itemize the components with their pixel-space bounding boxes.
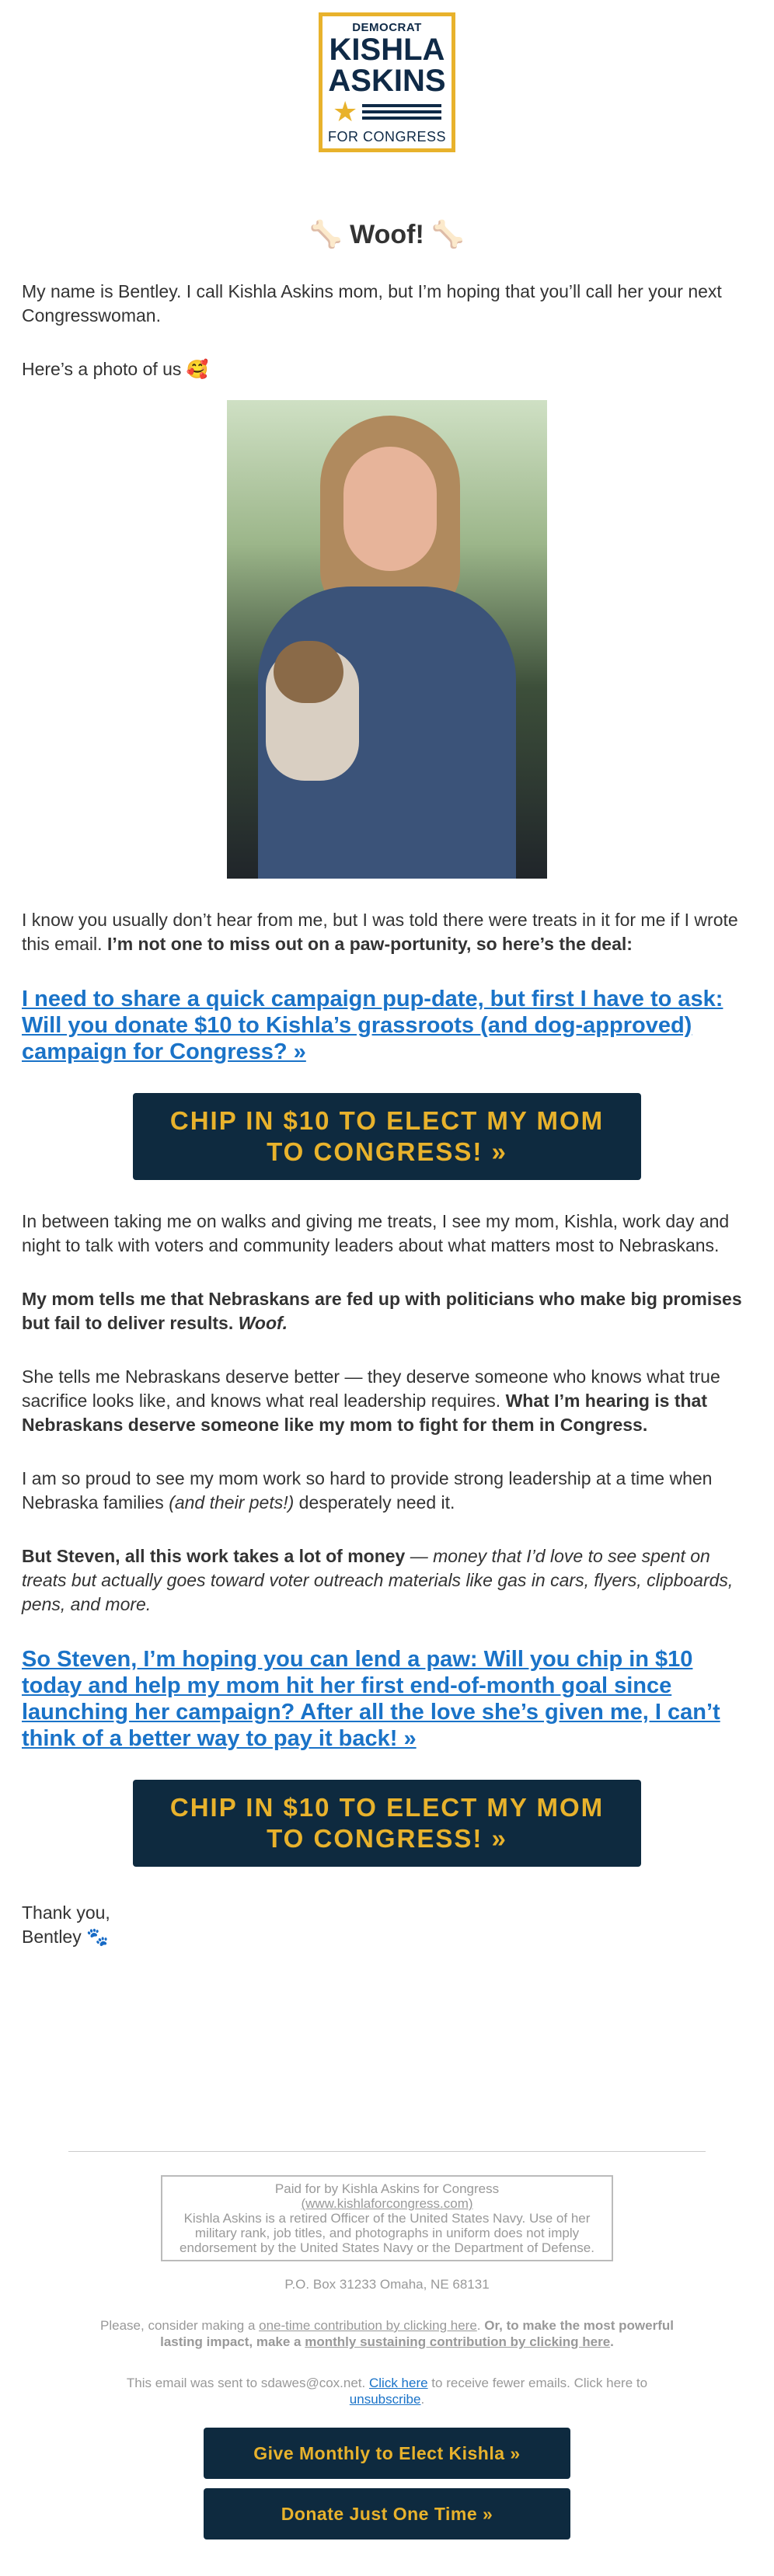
sent-end: . <box>420 2392 425 2407</box>
sent-text: This email was sent to sdawes@cox.net. <box>126 2376 369 2390</box>
donate-link-2[interactable]: So Steven, I’m hoping you can lend a paw: Will you chip in $10 today and help my mom hit her first end-of-month goal since launching her campaign? After all the love she’s given me, I can’t think of a better way to pay it back! » <box>22 1647 720 1751</box>
logo-name-line1: KISHLA <box>329 33 445 67</box>
navy-disclaimer: Kishla Askins is a retired Officer of the United States Navy. Use of her military rank, job titles, and photographs in uniform does not imply endorsement by the United States Navy or the Department of Defense. <box>180 2211 594 2255</box>
consider-bold-end: . <box>610 2334 614 2349</box>
better-text: She tells me Nebraskans deserve better — they deserve someone who knows what true sacrifice looks like, and knows what real leadership requires. <box>22 1366 720 1411</box>
consider-bold-text: Or, to make the most powerful lasting impact, make a <box>160 2318 674 2349</box>
consider-text: Please, consider making a <box>100 2318 260 2333</box>
fewer-emails-link[interactable]: Click here <box>368 2376 428 2390</box>
flag-stripes-icon <box>362 101 441 123</box>
logo-party: DEMOCRAT <box>352 21 422 34</box>
money-paragraph <box>22 1544 752 1617</box>
unsubscribe-link[interactable]: unsubscribe <box>349 2392 421 2407</box>
candidate-photo-with-dog <box>227 400 547 879</box>
consider-mid: . <box>476 2318 485 2333</box>
campaign-website-link[interactable]: (www.kishlaforcongress.com) <box>301 2196 473 2211</box>
logo-star-row <box>333 98 441 126</box>
proud-text: I am so proud to see my mom work so hard to provide strong leadership at a time when Nebraska families <box>22 1468 713 1513</box>
photo-caption: Here’s a photo of us 🥰 <box>22 359 209 379</box>
know-bold: I’m not one to miss out on a paw-portunity, so here’s the deal: <box>106 934 633 954</box>
chip-in-button-1[interactable]: CHIP IN $10 TO ELECT MY MOM TO CONGRESS! » <box>133 1093 641 1180</box>
money-italic: — money that I’d love to see spent on treats but actually goes toward voter outreach materials like gas in cars, flyers, clipboards, pens, and more. <box>22 1546 734 1614</box>
intro-paragraph: My name is Bentley. I call Kishla Askins mom, but I’m hoping that you’ll call her your next Congresswoman. <box>22 281 722 325</box>
campaign-logo <box>319 12 455 152</box>
monthly-contribution-link[interactable]: monthly sustaining contribution by clicking here <box>305 2334 611 2349</box>
fedup-bold: My mom tells me that Nebraskans are fed up with politicians who make big promises but fail to deliver results. <box>22 1289 742 1333</box>
fedup-italic: Woof. <box>238 1313 288 1333</box>
logo-for-congress: FOR CONGRESS <box>327 129 446 144</box>
give-monthly-button[interactable]: Give Monthly to Elect Kishla » <box>204 2428 570 2479</box>
email-heading: 🦴 Woof! 🦴 <box>309 220 465 249</box>
know-text: I know you usually don’t hear from me, but I was told there were treats in it for me if I wrote this email. <box>22 910 738 954</box>
proud-end: desperately need it. <box>294 1492 455 1513</box>
better-bold: What I’m hearing is that Nebraskans deserve someone like my mom to fight for them in Congress. <box>22 1391 707 1435</box>
logo-name-line2: ASKINS <box>328 64 446 98</box>
thanks-line: Thank you, <box>22 1902 110 1923</box>
footer-divider <box>68 2151 706 2152</box>
donate-one-time-button[interactable]: Donate Just One Time » <box>204 2488 570 2539</box>
proud-italic: (and their pets!) <box>169 1492 295 1513</box>
know-paragraph <box>22 908 752 956</box>
better-paragraph <box>22 1365 752 1437</box>
sent-mid: to receive fewer emails. Click here to <box>427 2376 648 2390</box>
sent-note <box>84 2375 690 2407</box>
signature: Bentley 🐾 <box>22 1927 109 1947</box>
mailing-address: P.O. Box 31233 Omaha, NE 68131 <box>284 2277 490 2292</box>
paid-for-box <box>161 2175 613 2261</box>
walks-paragraph: In between taking me on walks and giving me treats, I see my mom, Kishla, work day and night to talk with voters and community leaders about what matters most to Nebraskans. <box>22 1211 730 1255</box>
proud-paragraph <box>22 1467 752 1515</box>
money-bold: But Steven, all this work takes a lot of money <box>22 1546 406 1566</box>
fedup-paragraph <box>22 1287 752 1335</box>
one-time-contribution-link[interactable]: one-time contribution by clicking here <box>259 2318 477 2333</box>
contribution-note <box>84 2317 690 2350</box>
email-container <box>22 12 752 2539</box>
donate-link-1[interactable]: I need to share a quick campaign pup-date, but first I have to ask: Will you donate $10 to Kishla’s grassroots (and dog-approved) campaign for Congress? » <box>22 987 723 1064</box>
star-icon: ★ <box>333 96 358 127</box>
paid-by-text: Paid for by Kishla Askins for Congress <box>274 2181 500 2196</box>
chip-in-button-2[interactable]: CHIP IN $10 TO ELECT MY MOM TO CONGRESS! » <box>133 1780 641 1867</box>
